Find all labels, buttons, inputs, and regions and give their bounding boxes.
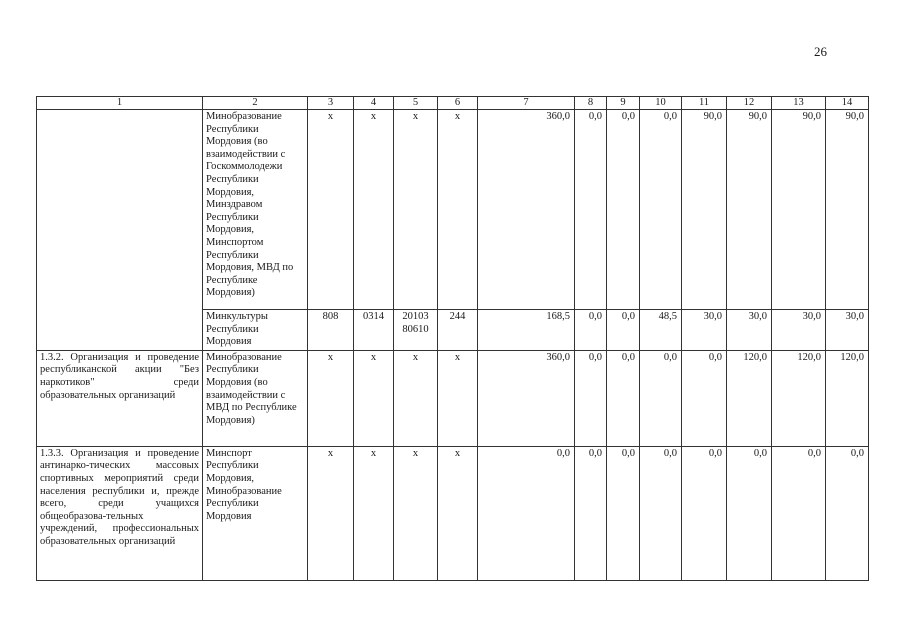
value-cell: 0,0 xyxy=(640,110,682,310)
column-header: 13 xyxy=(772,97,826,110)
value-cell: 0,0 xyxy=(575,310,607,351)
column-header: 14 xyxy=(826,97,869,110)
value-cell: х xyxy=(354,110,394,310)
executor-cell: Минобразование Республики Мордовия (во взаимодействии с МВД по Республике Мордовия) xyxy=(203,350,308,446)
column-header: 10 xyxy=(640,97,682,110)
table-row xyxy=(37,110,869,310)
column-header: 4 xyxy=(354,97,394,110)
value-cell: х xyxy=(394,350,438,446)
value-cell: 0,0 xyxy=(640,350,682,446)
value-cell: х xyxy=(354,446,394,580)
value-cell: 30,0 xyxy=(727,310,772,351)
value-cell: 0,0 xyxy=(607,110,640,310)
executor-cell: Минобразование Республики Мордовия (во взаимодействии с Госкоммолодежи Республики Мордовия, Минздравом Республики Мордовия, Минспортом Республики Мордовия, МВД по Республике Мордовия) xyxy=(203,110,308,310)
value-cell: 360,0 xyxy=(478,110,575,310)
value-cell: х xyxy=(354,350,394,446)
value-cell: 90,0 xyxy=(682,110,727,310)
value-cell: х xyxy=(308,446,354,580)
value-cell: 120,0 xyxy=(727,350,772,446)
column-header: 8 xyxy=(575,97,607,110)
column-header: 9 xyxy=(607,97,640,110)
column-header: 11 xyxy=(682,97,727,110)
executor-cell: Минкультуры Республики Мордовия xyxy=(203,310,308,351)
value-cell: х xyxy=(438,446,478,580)
value-cell: 48,5 xyxy=(640,310,682,351)
value-cell: х xyxy=(394,110,438,310)
value-cell: 0,0 xyxy=(727,446,772,580)
value-cell: 808 xyxy=(308,310,354,351)
value-cell: 0314 xyxy=(354,310,394,351)
value-cell: 30,0 xyxy=(682,310,727,351)
value-cell: 20103 80610 xyxy=(394,310,438,351)
column-header: 5 xyxy=(394,97,438,110)
executor-cell: Минспорт Республики Мордовия, Минобразование Республики Мордовия xyxy=(203,446,308,580)
value-cell: 0,0 xyxy=(575,350,607,446)
value-cell: 168,5 xyxy=(478,310,575,351)
value-cell: 244 xyxy=(438,310,478,351)
value-cell: 120,0 xyxy=(826,350,869,446)
item-cell: 1.3.3. Организация и проведение антинарко-тических массовых спортивных мероприятий среди населения республики и, прежде всего, среди учащихся общеобразова-тельных учреждений, профессиональных образовательных организаций xyxy=(37,446,203,580)
value-cell: 0,0 xyxy=(826,446,869,580)
value-cell: х xyxy=(394,446,438,580)
value-cell: 0,0 xyxy=(607,446,640,580)
column-header: 6 xyxy=(438,97,478,110)
value-cell: 0,0 xyxy=(772,446,826,580)
column-header: 1 xyxy=(37,97,203,110)
table-row xyxy=(37,350,869,446)
column-header: 2 xyxy=(203,97,308,110)
column-header: 7 xyxy=(478,97,575,110)
value-cell: 30,0 xyxy=(772,310,826,351)
value-cell: 360,0 xyxy=(478,350,575,446)
value-cell: 0,0 xyxy=(607,310,640,351)
value-cell: 0,0 xyxy=(640,446,682,580)
table-row xyxy=(37,446,869,580)
value-cell: 0,0 xyxy=(478,446,575,580)
value-cell: 90,0 xyxy=(727,110,772,310)
header-row xyxy=(37,97,869,110)
page-number: 26 xyxy=(814,44,827,59)
value-cell: х xyxy=(308,110,354,310)
value-cell: 90,0 xyxy=(826,110,869,310)
value-cell: 0,0 xyxy=(575,446,607,580)
value-cell: х xyxy=(438,110,478,310)
budget-table xyxy=(36,96,869,581)
column-header: 3 xyxy=(308,97,354,110)
value-cell: 0,0 xyxy=(682,446,727,580)
value-cell: х xyxy=(308,350,354,446)
value-cell: х xyxy=(438,350,478,446)
item-cell xyxy=(37,110,203,351)
value-cell: 0,0 xyxy=(682,350,727,446)
value-cell: 90,0 xyxy=(772,110,826,310)
value-cell: 30,0 xyxy=(826,310,869,351)
column-header: 12 xyxy=(727,97,772,110)
value-cell: 0,0 xyxy=(607,350,640,446)
value-cell: 0,0 xyxy=(575,110,607,310)
value-cell: 120,0 xyxy=(772,350,826,446)
item-cell: 1.3.2. Организация и проведение республиканской акции "Без наркотиков" среди образовательных организаций xyxy=(37,350,203,446)
